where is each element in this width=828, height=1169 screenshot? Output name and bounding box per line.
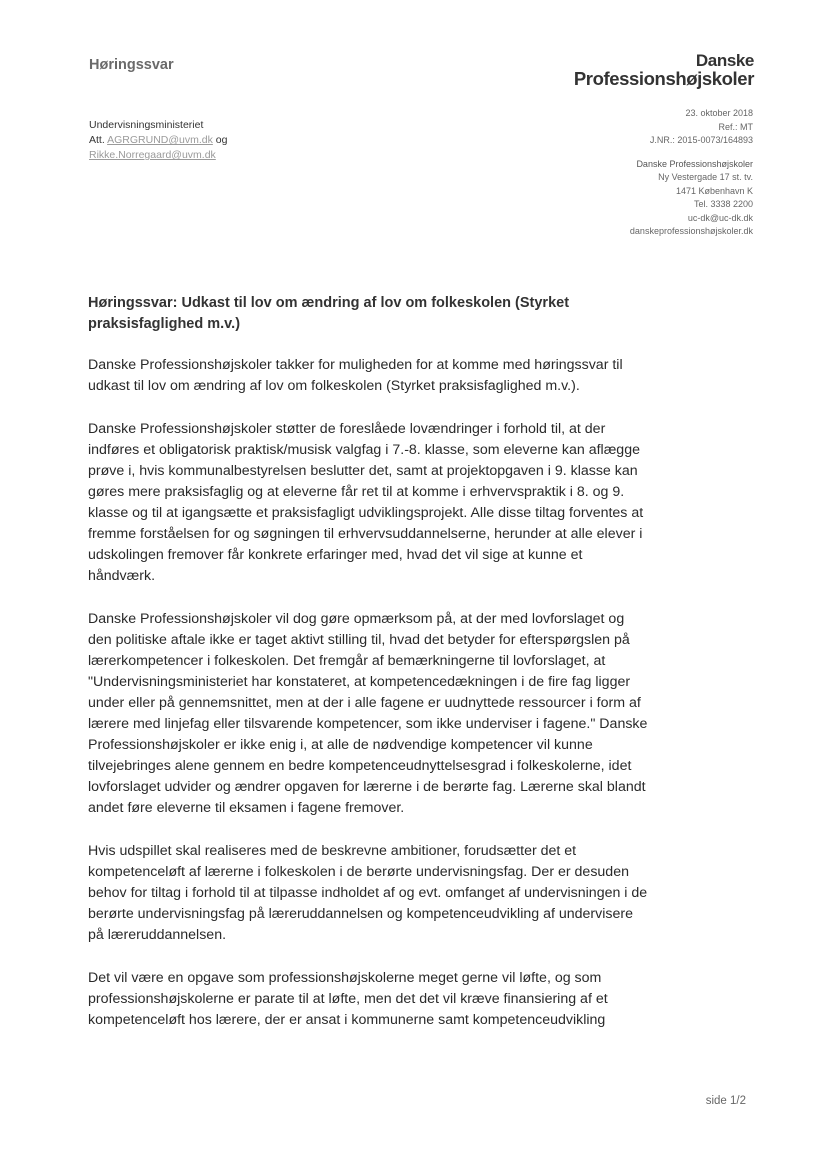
sender-city: 1471 København K — [675, 185, 753, 196]
page-number: side 1/2 — [705, 1095, 746, 1107]
brand-line-2: Professionshøjskoler — [573, 68, 754, 89]
sender-meta-block — [630, 107, 753, 239]
letter-body — [88, 355, 648, 1053]
document-type-heading: Høringssvar — [89, 57, 174, 73]
recipient-email-link-1[interactable]: AGRGRUND@uvm.dk — [107, 134, 213, 146]
brand-logo — [574, 52, 754, 88]
recipient-block — [89, 118, 227, 163]
recipient-email-link-2[interactable]: Rikke.Norregaard@uvm.dk — [89, 149, 216, 161]
sender-email: uc-dk@uc-dk.dk — [687, 212, 753, 223]
att-prefix: Att. — [89, 134, 105, 146]
recipient-org: Undervisningsministeriet — [89, 119, 204, 131]
letter-subject: Høringssvar: Udkast til lov om ændring af lov om folkeskolen (Styrket praksisfaglighed m.v.) — [88, 295, 570, 332]
paragraph: Hvis udspillet skal realiseres med de beskrevne ambitioner, forudsætter det et kompetenceløft af lærerne i folkeskolen i de berørte undervisningsfag. Der er desuden behov for tiltag i forhold til at tilpasse indholdet af og evt. omfanget af undervisningen i de berørte undervisningsfag på læreruddannelsen og kompetenceudvikling af undervisere på læreruddannelsen. — [88, 843, 648, 943]
sender-phone: Tel. 3338 2200 — [693, 199, 753, 209]
paragraph: Danske Professionshøjskoler vil dog gøre opmærksom på, at der med lovforslaget og den politiske aftale ikke er taget aktivt stilling til, hvad det betyder for efterspørgslen på lærerkompetencer i folkeskolen. Det fremgår af bemærkningerne til lovforslaget, at "Undervisningsministeriet har konstateret, at kompetencedækningen i de fire fag ligger under eller på gennemsnittet, men at der i alle fagene er uudnyttede ressourcer i form af lærere med linjefag eller tilsvarende kompetencer, som ikke underviser i fagene." Danske Professionshøjskoler er ikke enig i, at alle de nødvendige kompetencer vil kunne tilvejebringes alene gennem en bedre kompetenceudnyttelsesgrad i folkeskolerne, idet lovforslaget udvider og ændrer opgaven for lærerne i de berørte fag. Lærerne skal blandt andet føre eleverne til eksamen i fagene fremover. — [88, 611, 648, 816]
recipient-att-line — [89, 133, 227, 148]
paragraph: Det vil være en opgave som professionshøjskolerne meget gerne vil løfte, og som professionshøjskolerne er parate til at løfte, men det det vil kræve finansiering af et kompetenceløft hos lærere, der er ansat i kommunerne samt kompetenceudvikling — [88, 970, 608, 1028]
journal-number: J.NR.: 2015-0073/164893 — [649, 135, 753, 145]
sender-name: Danske Professionshøjskoler — [636, 158, 753, 169]
paragraph: Danske Professionshøjskoler takker for muligheden for at komme med høringssvar til udkast til lov om ændring af lov om folkeskolen (Styrket praksisfaglighed m.v.). — [88, 357, 623, 394]
sender-website: danskeprofessionshøjskoler.dk — [629, 226, 753, 236]
brand-line-1: Danske — [695, 51, 754, 70]
reference: Ref.: MT — [718, 121, 753, 132]
att-joiner: og — [215, 134, 228, 146]
letter-date: 23. oktober 2018 — [685, 108, 753, 118]
sender-address: Ny Vestergade 17 st. tv. — [658, 172, 753, 182]
paragraph: Danske Professionshøjskoler støtter de foreslåede lovændringer i forhold til, at der indføres et obligatorisk praktisk/musisk valgfag i 7.-8. klasse, som eleverne kan aflægge prøve i, hvis kommunalbestyrelsen beslutter det, samt at projektopgaven i 9. klasse kan gøres mere praksisfaglig og at eleverne får ret til at komme i erhvervspraktik i 8. og 9. klasse og til at igangsætte et praksisfagligt udviklingsprojekt. Alle disse tiltag forventes at fremme forståelsen for og søgningen til erhvervsuddannelserne, herunder at alle elever i udskolingen fremover får konkrete erfaringer med, hvad det vil sige at kunne et håndværk. — [88, 421, 644, 584]
